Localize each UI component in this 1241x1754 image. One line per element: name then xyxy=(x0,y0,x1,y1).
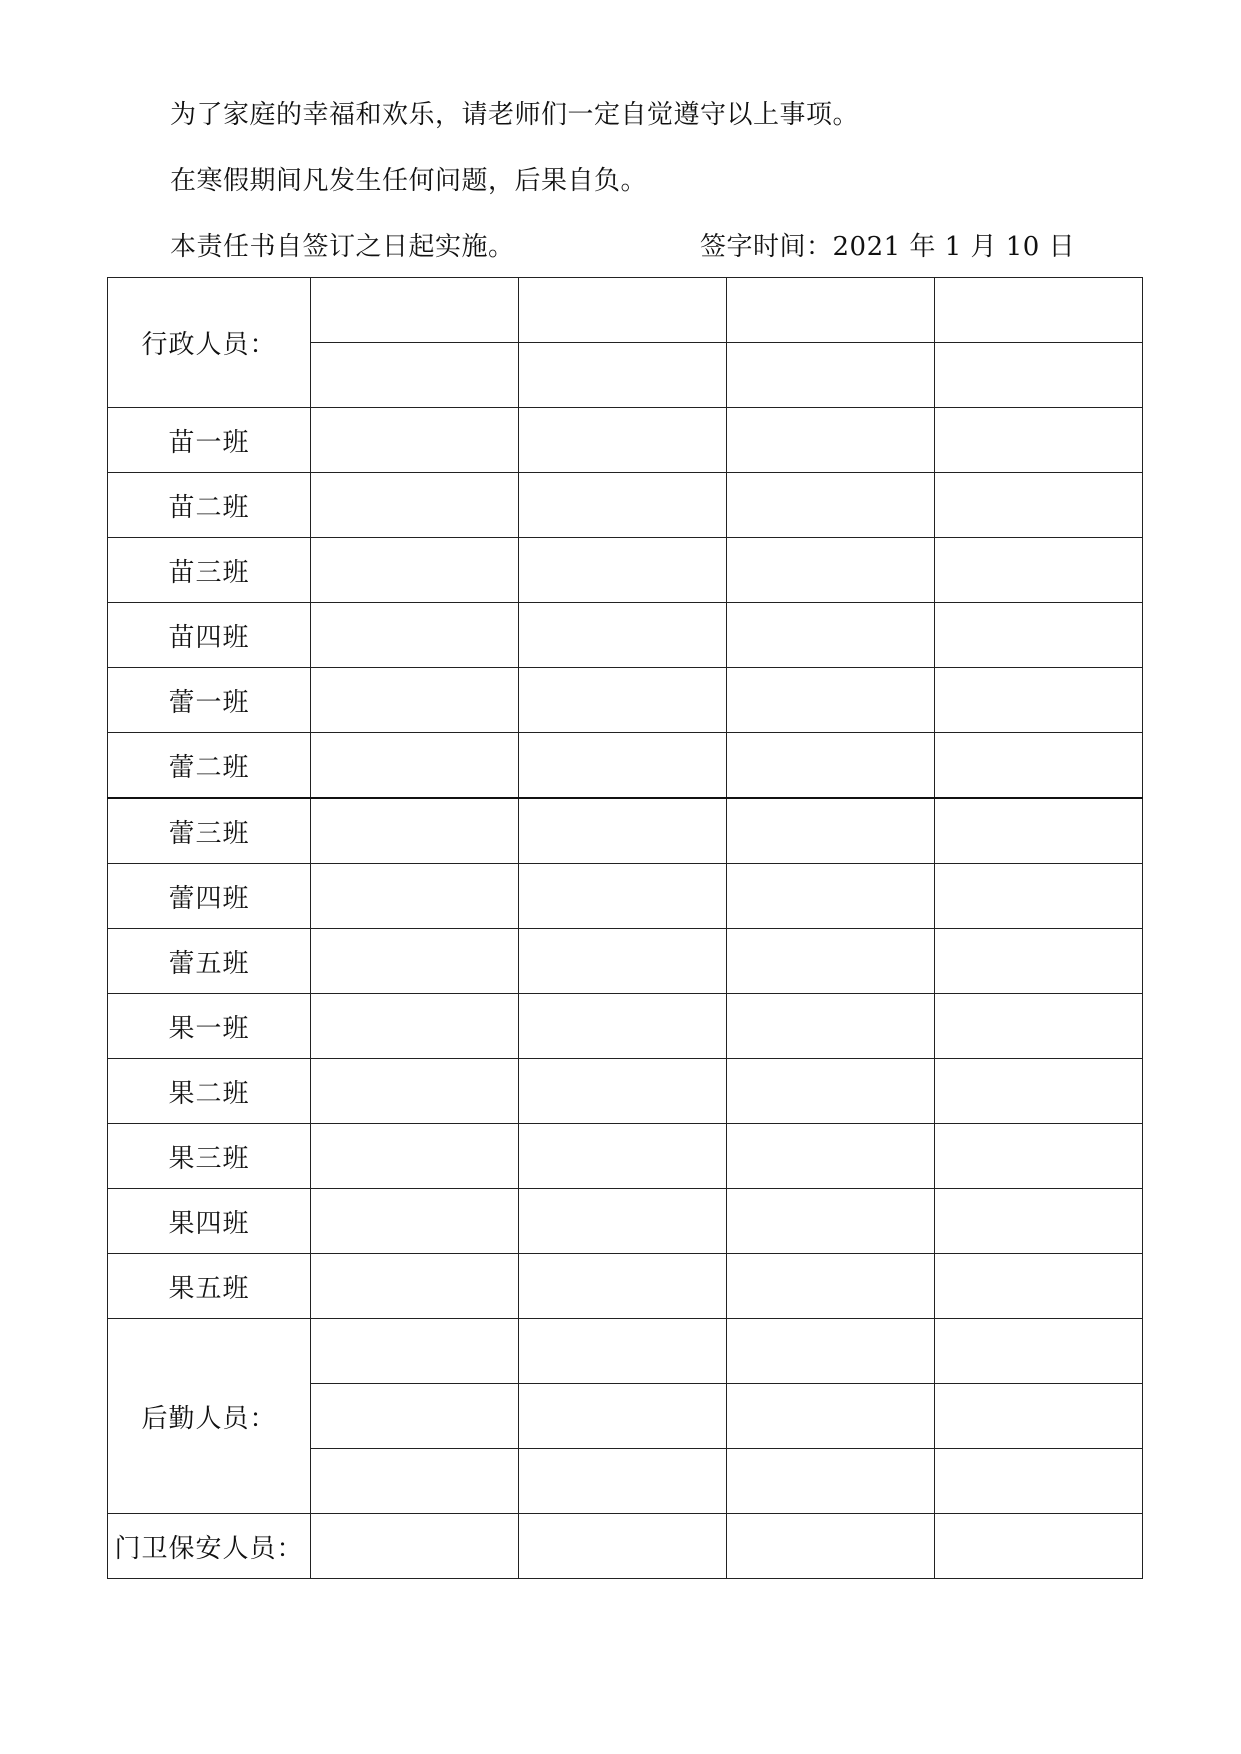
signature-cell[interactable] xyxy=(311,1189,519,1254)
table-row xyxy=(108,798,1143,864)
signature-cell[interactable] xyxy=(519,1189,727,1254)
row-label: 苗四班 xyxy=(108,603,311,668)
signature-cell[interactable] xyxy=(727,1059,935,1124)
signature-cell[interactable] xyxy=(935,278,1143,343)
signature-cell[interactable] xyxy=(519,798,727,864)
row-label: 苗一班 xyxy=(108,408,311,473)
table-row xyxy=(108,473,1143,538)
signature-cell[interactable] xyxy=(935,343,1143,408)
signature-cell[interactable] xyxy=(519,1254,727,1319)
signature-cell[interactable] xyxy=(311,1059,519,1124)
signature-cell[interactable] xyxy=(935,929,1143,994)
signature-cell[interactable] xyxy=(727,1254,935,1319)
signature-table xyxy=(107,277,1143,1579)
signature-cell[interactable] xyxy=(519,473,727,538)
signature-cell[interactable] xyxy=(727,733,935,799)
signature-cell[interactable] xyxy=(727,1189,935,1254)
signature-cell[interactable] xyxy=(311,1384,519,1449)
row-label: 苗三班 xyxy=(108,538,311,603)
signature-cell[interactable] xyxy=(935,1384,1143,1449)
table-row xyxy=(108,278,1143,343)
row-label: 蕾二班 xyxy=(108,733,311,799)
signature-table-body xyxy=(108,278,1143,1579)
table-row xyxy=(108,408,1143,473)
signature-cell[interactable] xyxy=(519,278,727,343)
signature-cell[interactable] xyxy=(727,668,935,733)
signature-cell[interactable] xyxy=(519,343,727,408)
signature-cell[interactable] xyxy=(311,538,519,603)
signature-cell[interactable] xyxy=(311,864,519,929)
signature-cell[interactable] xyxy=(727,603,935,668)
row-label: 行政人员： xyxy=(108,278,311,408)
signature-cell[interactable] xyxy=(935,603,1143,668)
signature-cell[interactable] xyxy=(311,668,519,733)
signature-cell[interactable] xyxy=(935,473,1143,538)
row-label: 蕾一班 xyxy=(108,668,311,733)
signature-cell[interactable] xyxy=(519,1449,727,1514)
signature-cell[interactable] xyxy=(935,864,1143,929)
signature-cell[interactable] xyxy=(311,278,519,343)
signature-cell[interactable] xyxy=(311,929,519,994)
signature-cell[interactable] xyxy=(727,798,935,864)
row-label: 苗二班 xyxy=(108,473,311,538)
table-row xyxy=(108,733,1143,799)
row-label: 蕾四班 xyxy=(108,864,311,929)
notice-paragraph-effective: 本责任书自签订之日起实施。 xyxy=(170,232,515,262)
signature-cell[interactable] xyxy=(311,733,519,799)
signature-cell[interactable] xyxy=(935,1319,1143,1384)
signature-cell[interactable] xyxy=(519,1319,727,1384)
signature-cell[interactable] xyxy=(311,343,519,408)
signature-cell[interactable] xyxy=(727,1514,935,1579)
signature-cell[interactable] xyxy=(727,1124,935,1189)
signature-cell[interactable] xyxy=(519,538,727,603)
table-row xyxy=(108,1514,1143,1579)
table-row xyxy=(108,1189,1143,1254)
signature-cell[interactable] xyxy=(727,408,935,473)
signature-cell[interactable] xyxy=(519,1059,727,1124)
signature-cell[interactable] xyxy=(519,1124,727,1189)
signature-cell[interactable] xyxy=(311,1124,519,1189)
table-row xyxy=(108,1124,1143,1189)
row-label: 蕾五班 xyxy=(108,929,311,994)
signature-cell[interactable] xyxy=(727,538,935,603)
signature-cell[interactable] xyxy=(727,929,935,994)
signature-cell[interactable] xyxy=(311,1254,519,1319)
signature-cell[interactable] xyxy=(519,1514,727,1579)
signature-cell[interactable] xyxy=(519,668,727,733)
table-row xyxy=(108,1059,1143,1124)
signature-cell[interactable] xyxy=(935,668,1143,733)
signature-cell[interactable] xyxy=(311,1449,519,1514)
signature-cell[interactable] xyxy=(935,408,1143,473)
signature-cell[interactable] xyxy=(727,343,935,408)
signature-cell[interactable] xyxy=(727,994,935,1059)
signature-cell[interactable] xyxy=(311,408,519,473)
signature-cell[interactable] xyxy=(519,929,727,994)
signature-cell[interactable] xyxy=(311,798,519,864)
signature-date-line: 签字时间：2021 年 1 月 10 日 xyxy=(700,232,1076,262)
signature-cell[interactable] xyxy=(935,994,1143,1059)
row-label: 果一班 xyxy=(108,994,311,1059)
notice-paragraph-family: 为了家庭的幸福和欢乐，请老师们一定自觉遵守以上事项。 xyxy=(170,100,860,130)
row-label: 果三班 xyxy=(108,1124,311,1189)
signature-cell[interactable] xyxy=(311,1319,519,1384)
signature-cell[interactable] xyxy=(935,733,1143,799)
row-label: 果二班 xyxy=(108,1059,311,1124)
table-row xyxy=(108,668,1143,733)
table-row xyxy=(108,1319,1143,1384)
signature-cell[interactable] xyxy=(519,994,727,1059)
table-row xyxy=(108,929,1143,994)
table-row xyxy=(108,603,1143,668)
signature-cell[interactable] xyxy=(727,473,935,538)
signature-cell[interactable] xyxy=(935,1449,1143,1514)
signature-cell[interactable] xyxy=(519,1384,727,1449)
signature-cell[interactable] xyxy=(519,408,727,473)
row-label: 门卫保安人员： xyxy=(108,1514,311,1579)
signature-cell[interactable] xyxy=(519,864,727,929)
signature-cell[interactable] xyxy=(935,798,1143,864)
signature-cell[interactable] xyxy=(519,603,727,668)
row-label: 果五班 xyxy=(108,1254,311,1319)
row-label: 果四班 xyxy=(108,1189,311,1254)
table-row xyxy=(108,1254,1143,1319)
row-label: 蕾三班 xyxy=(108,798,311,864)
signature-cell[interactable] xyxy=(935,1254,1143,1319)
signature-cell[interactable] xyxy=(311,994,519,1059)
signature-cell[interactable] xyxy=(727,864,935,929)
signature-cell[interactable] xyxy=(935,1059,1143,1124)
table-row xyxy=(108,994,1143,1059)
row-label: 后勤人员： xyxy=(108,1319,311,1514)
signature-cell[interactable] xyxy=(935,538,1143,603)
signature-cell[interactable] xyxy=(727,1449,935,1514)
signature-cell[interactable] xyxy=(727,278,935,343)
signature-cell[interactable] xyxy=(727,1384,935,1449)
notice-paragraph-responsibility: 在寒假期间凡发生任何问题，后果自负。 xyxy=(170,166,648,196)
signature-cell[interactable] xyxy=(727,1319,935,1384)
signature-cell[interactable] xyxy=(311,473,519,538)
signature-cell[interactable] xyxy=(935,1189,1143,1254)
table-row xyxy=(108,538,1143,603)
signature-cell[interactable] xyxy=(311,1514,519,1579)
signature-cell[interactable] xyxy=(311,603,519,668)
signature-cell[interactable] xyxy=(935,1514,1143,1579)
signature-cell[interactable] xyxy=(519,733,727,799)
signature-cell[interactable] xyxy=(935,1124,1143,1189)
table-row xyxy=(108,864,1143,929)
